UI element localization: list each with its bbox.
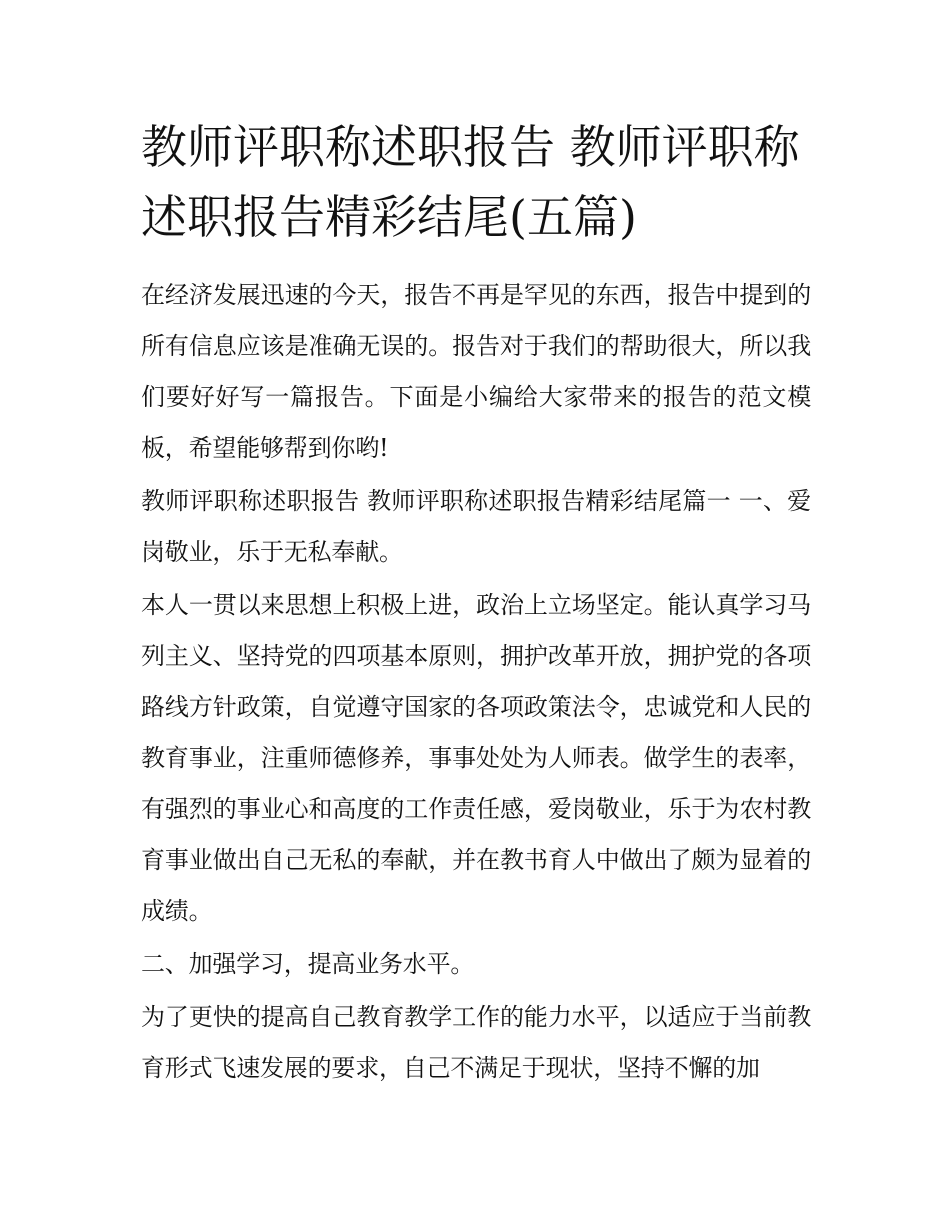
section-two-paragraph: 为了更快的提高自己教育教学工作的能力水平，以适应于当前教育形式飞速发展的要求，自己不满足于现状，坚持不懈的加 xyxy=(141,1003,811,1082)
document-body xyxy=(141,112,811,1096)
section-one-paragraph: 本人一贯以来思想上积极上进，政治上立场坚定。能认真学习马列主义、坚持党的四项基本原则，拥护改革开放，拥护党的各项路线方针政策，自觉遵守国家的各项政策法令，忠诚党和人民的教育事业，注重师德修养，事事处处为人师表。做学生的表率，有强烈的事业心和高度的工作责任感，爱岗敬业，乐于为农村教育事业做出自己无私的奉献，并在教书育人中做出了颇为显着的成绩。 xyxy=(141,591,811,925)
document-title: 教师评职称述职报告 教师评职称述职报告精彩结尾(五篇) xyxy=(141,120,800,244)
section-one-heading: 教师评职称述职报告 教师评职称述职报告精彩结尾篇一 一、爱岗敬业，乐于无私奉献。 xyxy=(141,487,811,566)
section-two-heading: 二、加强学习，提高业务水平。 xyxy=(141,950,475,978)
intro-paragraph: 在经济发展迅速的今天，报告不再是罕见的东西，报告中提到的所有信息应该是准确无误的。报告对于我们的帮助很大，所以我们要好好写一篇报告。下面是小编给大家带来的报告的范文模板，希望能够帮到你哟! xyxy=(141,281,811,462)
